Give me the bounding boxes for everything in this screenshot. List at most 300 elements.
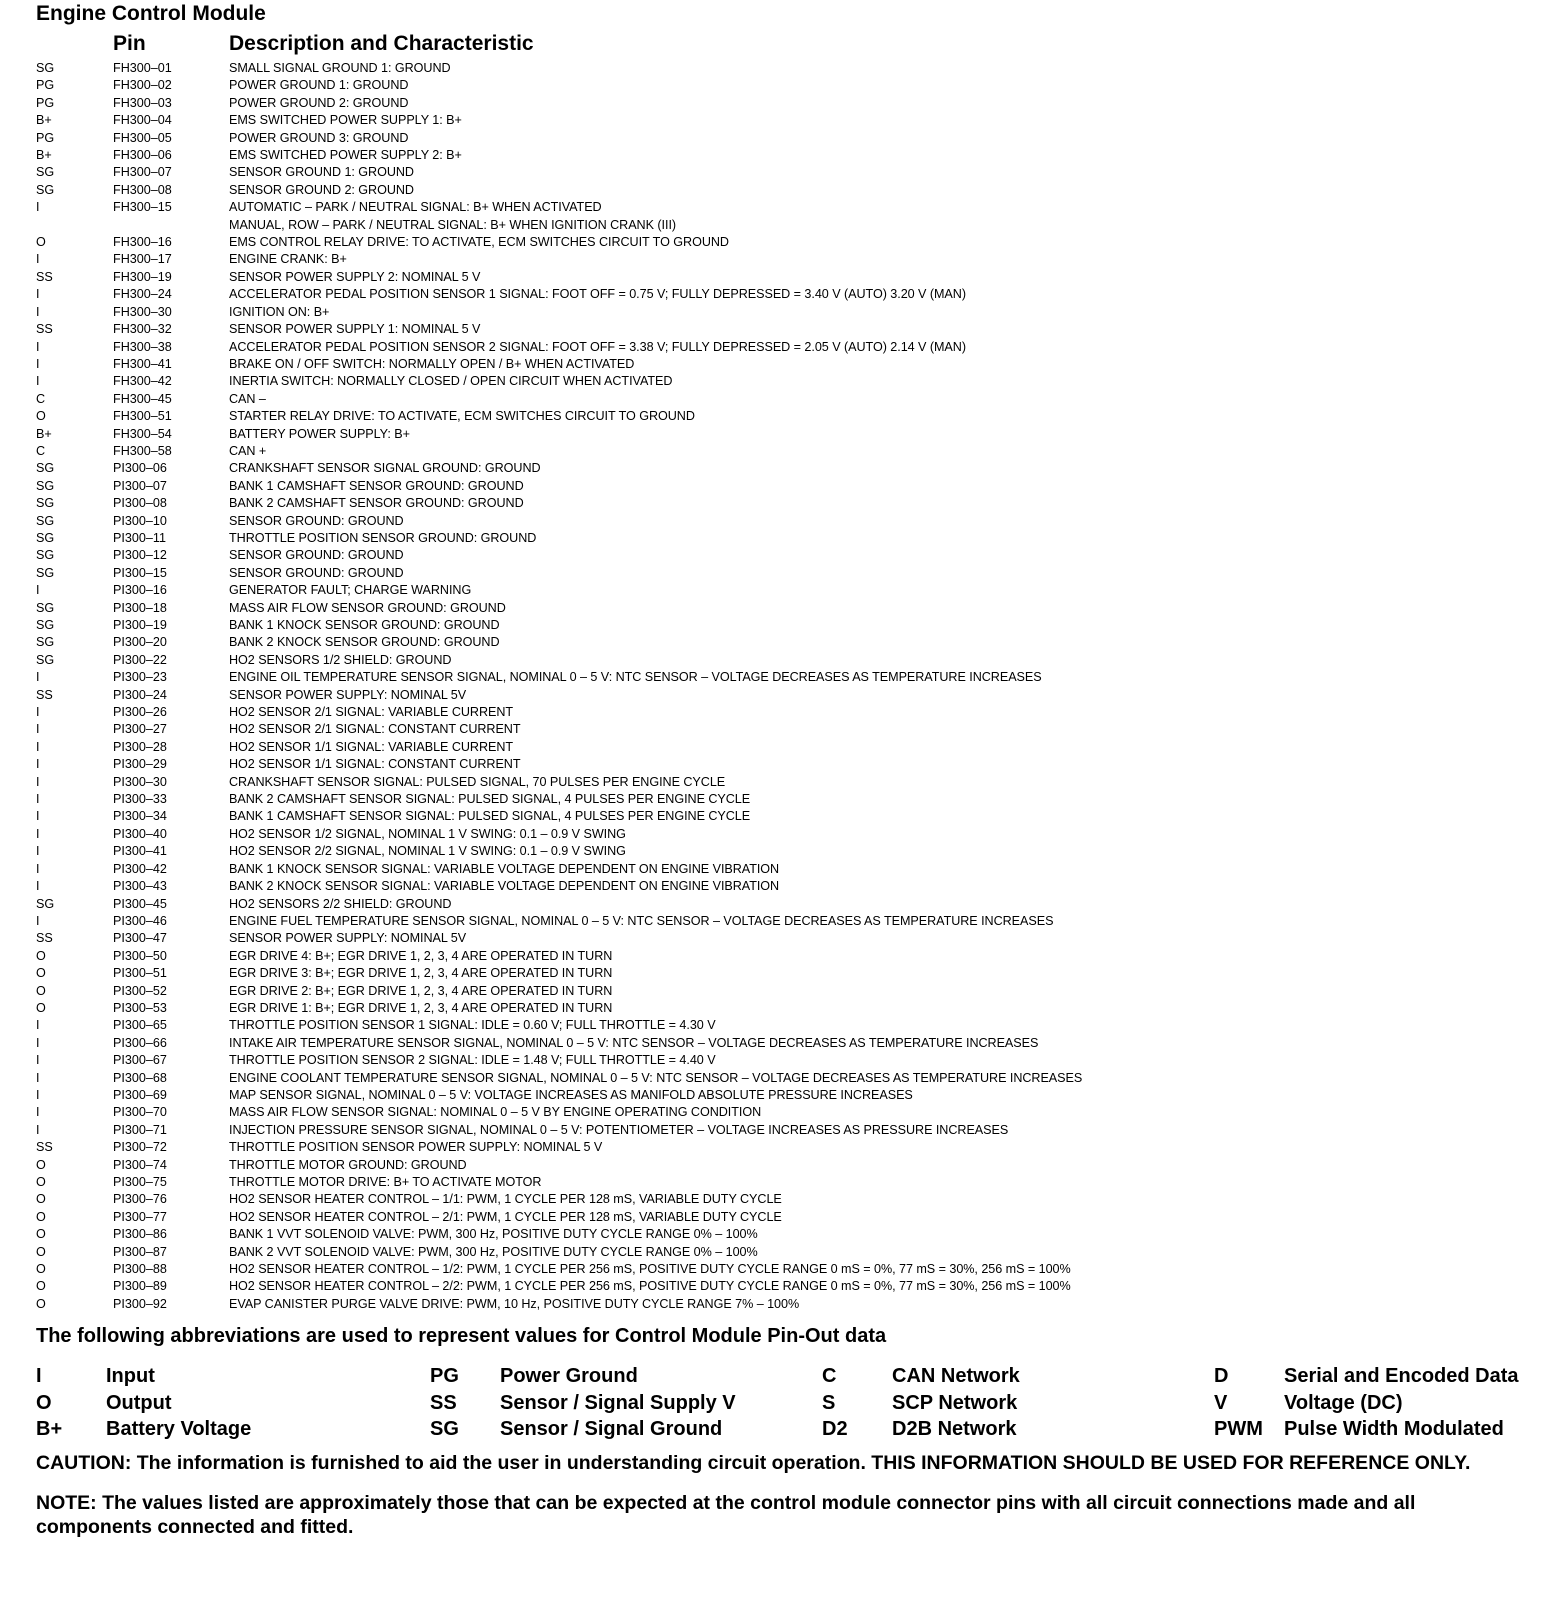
pin-cell: FH300–01: [113, 61, 172, 75]
signal-type-cell: SG: [36, 565, 55, 580]
description-cell: HO2 SENSOR 2/1 SIGNAL: CONSTANT CURRENT: [229, 722, 521, 737]
signal-type-cell: SG: [36, 165, 55, 180]
signal-type-cell: SS: [36, 322, 53, 337]
abbreviation-code: SS: [430, 1391, 457, 1414]
pin-cell: FH300–16: [113, 235, 172, 250]
signal-type-cell: SS: [36, 931, 53, 946]
pin-cell: FH300–08: [113, 182, 172, 197]
description-cell: EGR DRIVE 3: B+; EGR DRIVE 1, 2, 3, 4 ARE OPERATED IN TURN: [229, 966, 613, 981]
description-cell: SENSOR GROUND: GROUND: [229, 513, 404, 528]
description-cell: THROTTLE MOTOR DRIVE: B+ TO ACTIVATE MOTOR: [229, 1175, 542, 1189]
pin-cell: PI300–28: [113, 739, 167, 754]
pin-cell: PI300–10: [113, 513, 167, 528]
signal-type-cell: O: [36, 1157, 46, 1172]
pin-cell: FH300–41: [113, 356, 172, 371]
description-cell: EVAP CANISTER PURGE VALVE DRIVE: PWM, 10 Hz, POSITIVE DUTY CYCLE RANGE 7% – 100%: [229, 1296, 800, 1311]
table-row: [36, 617, 1548, 634]
abbreviation-code: V: [1214, 1391, 1228, 1414]
abbreviation-code: I: [36, 1365, 42, 1388]
pin-cell: PI300–33: [113, 792, 167, 807]
table-row: [36, 1139, 1548, 1156]
table-row: [36, 234, 1548, 251]
abbreviation-code: O: [36, 1391, 52, 1414]
table-row: [36, 843, 1548, 860]
pin-cell: PI300–42: [113, 861, 167, 876]
signal-type-cell: I: [36, 705, 40, 720]
table-row: [36, 983, 1548, 1000]
description-cell: POWER GROUND 3: GROUND: [229, 130, 409, 145]
description-cell: BRAKE ON / OFF SWITCH: NORMALLY OPEN / B+ WHEN ACTIVATED: [229, 356, 635, 371]
pin-cell: PI300–07: [113, 478, 167, 493]
description-cell: HO2 SENSORS 1/2 SHIELD: GROUND: [229, 652, 452, 667]
table-row: [36, 408, 1548, 425]
description-cell: EMS SWITCHED POWER SUPPLY 1: B+: [229, 113, 462, 128]
signal-type-cell: O: [36, 983, 46, 998]
pin-cell: FH300–45: [113, 391, 172, 406]
table-row: [36, 95, 1548, 112]
signal-type-cell: O: [36, 1000, 46, 1015]
table-row: [36, 896, 1548, 913]
signal-type-cell: O: [36, 409, 46, 424]
signal-type-cell: I: [36, 287, 40, 302]
signal-type-cell: PG: [36, 78, 55, 93]
pin-cell: PI300–88: [113, 1262, 167, 1277]
pin-cell: PI300–66: [113, 1035, 167, 1050]
abbreviation-meaning: Sensor / Signal Supply V: [500, 1391, 736, 1414]
description-cell: POWER GROUND 1: GROUND: [229, 78, 409, 93]
table-row: [36, 1017, 1548, 1034]
description-cell: MASS AIR FLOW SENSOR SIGNAL: NOMINAL 0 – 5 V BY ENGINE OPERATING CONDITION: [229, 1105, 762, 1120]
table-row: [36, 721, 1548, 738]
description-cell: SENSOR GROUND 2: GROUND: [229, 182, 414, 197]
pin-cell: PI300–75: [113, 1175, 167, 1189]
table-row: [36, 1209, 1548, 1226]
signal-type-cell: B+: [36, 148, 52, 163]
signal-type-cell: I: [36, 1070, 40, 1085]
table-row: [36, 565, 1548, 582]
pin-cell: PI300–92: [113, 1296, 167, 1311]
description-cell: HO2 SENSOR 2/1 SIGNAL: VARIABLE CURRENT: [229, 705, 514, 720]
table-row: [36, 634, 1548, 651]
description-cell: SMALL SIGNAL GROUND 1: GROUND: [229, 61, 451, 75]
table-row: [36, 930, 1548, 947]
abbreviation-code: D2: [822, 1418, 848, 1441]
pin-cell: PI300–20: [113, 635, 167, 650]
table-row: [36, 286, 1548, 303]
signal-type-cell: PG: [36, 95, 55, 110]
pin-cell: FH300–32: [113, 322, 172, 337]
abbreviation-code: S: [822, 1391, 836, 1414]
signal-type-cell: C: [36, 391, 46, 406]
description-cell: BANK 2 VVT SOLENOID VALVE: PWM, 300 Hz, POSITIVE DUTY CYCLE RANGE 0% – 100%: [229, 1244, 758, 1259]
description-cell: BANK 1 CAMSHAFT SENSOR GROUND: GROUND: [229, 478, 524, 493]
table-row: [36, 130, 1548, 147]
pin-cell: PI300–52: [113, 983, 167, 998]
table-row: [36, 1070, 1548, 1087]
table-row: [36, 1174, 1548, 1191]
signal-type-cell: SG: [36, 61, 55, 75]
table-row: [36, 182, 1548, 199]
pin-cell: PI300–18: [113, 600, 167, 615]
table-row: [36, 112, 1548, 129]
table-row: [36, 1296, 1548, 1313]
abbreviation-meaning: D2B Network: [892, 1418, 1017, 1441]
document: [36, 2, 1548, 1539]
signal-type-cell: SG: [36, 496, 55, 511]
table-row: [36, 443, 1548, 460]
signal-type-cell: PG: [36, 130, 55, 145]
abbreviation-code: C: [822, 1365, 837, 1388]
pin-cell: [113, 217, 229, 234]
description-cell: ACCELERATOR PEDAL POSITION SENSOR 2 SIGNAL: FOOT OFF = 3.38 V; FULLY DEPRESSED = 2.05 V (AUTO) 2.14 V (MAN): [229, 339, 966, 354]
signal-type-cell: I: [36, 1105, 40, 1120]
table-row: [36, 1261, 1548, 1278]
description-cell: BANK 1 KNOCK SENSOR GROUND: GROUND: [229, 618, 500, 632]
signal-type-cell: I: [36, 774, 40, 789]
signal-type-cell: SG: [36, 530, 55, 545]
signal-type-cell: I: [36, 339, 40, 354]
pin-cell: FH300–30: [113, 304, 172, 319]
signal-type-cell: O: [36, 1262, 46, 1277]
description-cell: POWER GROUND 2: GROUND: [229, 95, 409, 110]
pin-column-header: Pin: [113, 32, 146, 55]
description-cell: THROTTLE POSITION SENSOR POWER SUPPLY: NOMINAL 5 V: [229, 1140, 603, 1155]
signal-type-cell: B+: [36, 113, 52, 128]
pin-cell: PI300–23: [113, 670, 167, 685]
table-row: [36, 460, 1548, 477]
description-cell: HO2 SENSOR HEATER CONTROL – 1/2: PWM, 1 CYCLE PER 256 mS, POSITIVE DUTY CYCLE RANGE 0 mS = 0%, 77 mS = 30%, 256 mS = 100%: [229, 1262, 1071, 1277]
type-column-header: [36, 30, 113, 56]
description-cell: CRANKSHAFT SENSOR SIGNAL GROUND: GROUND: [229, 461, 541, 476]
signal-type-cell: I: [36, 1087, 40, 1102]
description-cell: INTAKE AIR TEMPERATURE SENSOR SIGNAL, NOMINAL 0 – 5 V: NTC SENSOR – VOLTAGE DECREASES AS TEMPERATURE INCREASES: [229, 1035, 1039, 1050]
description-cell: HO2 SENSOR 1/1 SIGNAL: CONSTANT CURRENT: [229, 757, 521, 772]
table-row: [36, 913, 1548, 930]
pin-cell: FH300–24: [113, 287, 172, 302]
table-row: [36, 774, 1548, 791]
signal-type-cell: I: [36, 252, 40, 267]
signal-type-cell: C: [36, 443, 46, 458]
signal-type-cell: B+: [36, 426, 52, 441]
pin-cell: PI300–69: [113, 1087, 167, 1102]
pin-cell: FH300–42: [113, 374, 172, 389]
pin-cell: PI300–15: [113, 565, 167, 580]
description-cell: EMS CONTROL RELAY DRIVE: TO ACTIVATE, ECM SWITCHES CIRCUIT TO GROUND: [229, 235, 729, 250]
pin-cell: PI300–27: [113, 722, 167, 737]
pin-cell: FH300–04: [113, 113, 172, 128]
description-column-header: Description and Characteristic: [229, 32, 534, 55]
description-cell: BANK 1 VVT SOLENOID VALVE: PWM, 300 Hz, POSITIVE DUTY CYCLE RANGE 0% – 100%: [229, 1227, 758, 1242]
page-title: Engine Control Module: [36, 2, 266, 25]
signal-type-cell: I: [36, 879, 40, 894]
description-cell: MASS AIR FLOW SENSOR GROUND: GROUND: [229, 600, 506, 615]
signal-type-cell: SG: [36, 513, 55, 528]
pin-cell: FH300–02: [113, 78, 172, 93]
description-cell: ACCELERATOR PEDAL POSITION SENSOR 1 SIGNAL: FOOT OFF = 0.75 V; FULLY DEPRESSED = 3.40 V (AUTO) 3.20 V (MAN): [229, 287, 966, 302]
description-cell: STARTER RELAY DRIVE: TO ACTIVATE, ECM SWITCHES CIRCUIT TO GROUND: [229, 409, 695, 424]
signal-type-cell: SS: [36, 1140, 53, 1155]
table-row: [36, 948, 1548, 965]
table-row: [36, 1157, 1548, 1174]
description-cell: HO2 SENSOR 1/1 SIGNAL: VARIABLE CURRENT: [229, 739, 514, 754]
table-row: [36, 77, 1548, 94]
abbreviation-meaning: Battery Voltage: [106, 1418, 252, 1441]
description-cell: GENERATOR FAULT; CHARGE WARNING: [229, 583, 472, 598]
pin-cell: FH300–06: [113, 148, 172, 163]
description-cell: BANK 2 KNOCK SENSOR SIGNAL: VARIABLE VOLTAGE DEPENDENT ON ENGINE VIBRATION: [229, 879, 780, 894]
table-row: [36, 756, 1548, 773]
signal-type-cell: SG: [36, 461, 55, 476]
signal-type-cell: SG: [36, 618, 55, 632]
table-row: [36, 513, 1548, 530]
description-cell: INERTIA SWITCH: NORMALLY CLOSED / OPEN CIRCUIT WHEN ACTIVATED: [229, 374, 673, 389]
abbreviation-code: SG: [430, 1418, 459, 1441]
signal-type-cell: SG: [36, 600, 55, 615]
table-row: [36, 687, 1548, 704]
pin-cell: PI300–29: [113, 757, 167, 772]
signal-type-cell: SG: [36, 652, 55, 667]
description-cell: CAN +: [229, 443, 267, 458]
pin-cell: PI300–08: [113, 496, 167, 511]
pin-cell: PI300–76: [113, 1192, 167, 1207]
table-row: [36, 1191, 1548, 1208]
table-row: [36, 373, 1548, 390]
description-cell: SENSOR POWER SUPPLY: NOMINAL 5V: [229, 687, 467, 702]
pin-cell: PI300–06: [113, 461, 167, 476]
description-cell: BANK 2 CAMSHAFT SENSOR SIGNAL: PULSED SIGNAL, 4 PULSES PER ENGINE CYCLE: [229, 792, 751, 807]
description-cell: SENSOR GROUND 1: GROUND: [229, 165, 414, 180]
description-cell: EGR DRIVE 4: B+; EGR DRIVE 1, 2, 3, 4 ARE OPERATED IN TURN: [229, 948, 613, 963]
pin-cell: FH300–58: [113, 443, 172, 458]
pin-cell: PI300–67: [113, 1053, 167, 1068]
abbreviation-meaning: Input: [106, 1365, 155, 1388]
signal-type-cell: I: [36, 913, 40, 928]
signal-type-cell: I: [36, 356, 40, 371]
description-cell: SENSOR POWER SUPPLY 1: NOMINAL 5 V: [229, 322, 481, 337]
description-cell: BATTERY POWER SUPPLY: B+: [229, 426, 410, 441]
signal-type-cell: I: [36, 861, 40, 876]
pin-cell: PI300–70: [113, 1105, 167, 1120]
pin-cell: FH300–03: [113, 95, 172, 110]
description-cell: BANK 2 KNOCK SENSOR GROUND: GROUND: [229, 635, 500, 650]
table-row: [36, 739, 1548, 756]
description-cell: HO2 SENSOR 2/2 SIGNAL, NOMINAL 1 V SWING: 0.1 – 0.9 V SWING: [229, 844, 626, 859]
pin-cell: PI300–87: [113, 1244, 167, 1259]
description-cell: BANK 1 KNOCK SENSOR SIGNAL: VARIABLE VOLTAGE DEPENDENT ON ENGINE VIBRATION: [229, 861, 780, 876]
signal-type-cell: I: [36, 670, 40, 685]
table-row: [36, 339, 1548, 356]
description-cell: EGR DRIVE 2: B+; EGR DRIVE 1, 2, 3, 4 ARE OPERATED IN TURN: [229, 983, 613, 998]
description-cell: MANUAL, ROW – PARK / NEUTRAL SIGNAL: B+ WHEN IGNITION CRANK (III): [229, 217, 677, 232]
pin-cell: PI300–45: [113, 896, 167, 911]
table-row: [36, 199, 1548, 216]
pin-cell: PI300–30: [113, 774, 167, 789]
description-cell: HO2 SENSORS 2/2 SHIELD: GROUND: [229, 896, 452, 911]
pin-cell: PI300–86: [113, 1227, 167, 1242]
signal-type-cell: [36, 217, 113, 234]
table-row: [36, 356, 1548, 373]
table-row: [36, 1087, 1548, 1104]
signal-type-cell: I: [36, 792, 40, 807]
description-cell: HO2 SENSOR HEATER CONTROL – 2/2: PWM, 1 CYCLE PER 256 mS, POSITIVE DUTY CYCLE RANGE 0 mS = 0%, 77 mS = 30%, 256 mS = 100%: [229, 1279, 1071, 1294]
abbreviation-meaning: Sensor / Signal Ground: [500, 1418, 723, 1441]
pin-cell: PI300–68: [113, 1070, 167, 1085]
signal-type-cell: O: [36, 1279, 46, 1294]
signal-type-cell: I: [36, 374, 40, 389]
table-row: [36, 704, 1548, 721]
signal-type-cell: O: [36, 1175, 46, 1189]
abbreviation-meaning: Power Ground: [500, 1365, 638, 1388]
table-row: [36, 321, 1548, 338]
table-row: [36, 1278, 1548, 1295]
description-cell: BANK 1 CAMSHAFT SENSOR SIGNAL: PULSED SIGNAL, 4 PULSES PER ENGINE CYCLE: [229, 809, 751, 824]
table-row: [36, 478, 1548, 495]
abbreviation-code: PG: [430, 1365, 459, 1388]
caution-note: CAUTION: The information is furnished to aid the user in understanding circuit operation. THIS INFORMATION SHOULD BE USED FOR REFERENCE ONLY.: [36, 1451, 1471, 1474]
abbreviation-code: PWM: [1214, 1418, 1263, 1441]
pin-cell: PI300–46: [113, 913, 167, 928]
signal-type-cell: I: [36, 826, 40, 841]
table-row: [36, 1122, 1548, 1139]
table-row: [36, 164, 1548, 181]
pin-cell: PI300–74: [113, 1157, 167, 1172]
description-cell: THROTTLE POSITION SENSOR GROUND: GROUND: [229, 530, 537, 545]
pin-cell: PI300–16: [113, 583, 167, 598]
signal-type-cell: O: [36, 235, 46, 250]
table-row: [36, 1104, 1548, 1121]
description-cell: ENGINE COOLANT TEMPERATURE SENSOR SIGNAL, NOMINAL 0 – 5 V: NTC SENSOR – VOLTAGE DECREASES AS TEMPERATURE INCREASES: [229, 1070, 1083, 1085]
pin-cell: PI300–50: [113, 948, 167, 963]
abbreviation-meaning: Serial and Encoded Data: [1284, 1365, 1519, 1388]
signal-type-cell: I: [36, 304, 40, 319]
description-cell: IGNITION ON: B+: [229, 304, 330, 319]
abbreviations-title: The following abbreviations are used to represent values for Control Module Pin-Out data: [36, 1325, 887, 1348]
pin-cell: PI300–51: [113, 966, 167, 981]
table-row: [36, 652, 1548, 669]
pin-cell: PI300–65: [113, 1018, 167, 1033]
table-row: [36, 878, 1548, 895]
signal-type-cell: O: [36, 966, 46, 981]
description-cell: SENSOR POWER SUPPLY: NOMINAL 5V: [229, 931, 467, 946]
signal-type-cell: I: [36, 739, 40, 754]
abbreviation-meaning: Voltage (DC): [1284, 1391, 1403, 1414]
description-cell: EMS SWITCHED POWER SUPPLY 2: B+: [229, 148, 462, 163]
abbreviations-legend: [36, 1363, 1548, 1443]
pin-cell: PI300–71: [113, 1122, 167, 1137]
signal-type-cell: I: [36, 583, 40, 598]
table-row: [36, 861, 1548, 878]
signal-type-cell: I: [36, 1053, 40, 1068]
table-row: [36, 1000, 1548, 1017]
description-cell: INJECTION PRESSURE SENSOR SIGNAL, NOMINAL 0 – 5 V: POTENTIOMETER – VOLTAGE INCREASES AS PRESSURE INCREASES: [229, 1122, 1009, 1137]
table-row: [36, 600, 1548, 617]
signal-type-cell: I: [36, 722, 40, 737]
table-row: [36, 530, 1548, 547]
signal-type-cell: I: [36, 844, 40, 859]
table-row: [36, 269, 1548, 286]
pin-table: [36, 60, 1548, 1313]
signal-type-cell: SS: [36, 687, 53, 702]
description-cell: EGR DRIVE 1: B+; EGR DRIVE 1, 2, 3, 4 ARE OPERATED IN TURN: [229, 1000, 613, 1015]
pin-cell: PI300–40: [113, 826, 167, 841]
signal-type-cell: O: [36, 1227, 46, 1242]
pin-cell: PI300–11: [113, 530, 166, 545]
table-row: [36, 826, 1548, 843]
signal-type-cell: I: [36, 809, 40, 824]
pin-cell: FH300–51: [113, 409, 172, 424]
signal-type-cell: SS: [36, 269, 53, 284]
signal-type-cell: I: [36, 1035, 40, 1050]
table-row: [36, 669, 1548, 686]
pin-cell: PI300–89: [113, 1279, 167, 1294]
description-cell: BANK 2 CAMSHAFT SENSOR GROUND: GROUND: [229, 496, 524, 511]
table-row: [36, 251, 1548, 268]
table-row: [36, 1035, 1548, 1052]
description-cell: CAN –: [229, 391, 266, 406]
table-row: [36, 965, 1548, 982]
signal-type-cell: I: [36, 1122, 40, 1137]
signal-type-cell: O: [36, 1244, 46, 1259]
abbreviation-code: B+: [36, 1418, 63, 1441]
description-cell: THROTTLE POSITION SENSOR 2 SIGNAL: IDLE = 1.48 V; FULL THROTTLE = 4.40 V: [229, 1053, 716, 1068]
table-row: [36, 1052, 1548, 1069]
description-cell: SENSOR GROUND: GROUND: [229, 565, 404, 580]
signal-type-cell: I: [36, 757, 40, 772]
pin-cell: PI300–53: [113, 1000, 167, 1015]
pin-cell: FH300–19: [113, 269, 172, 284]
abbreviation-code: D: [1214, 1365, 1229, 1388]
abbreviation-meaning: SCP Network: [892, 1391, 1018, 1414]
signal-type-cell: SG: [36, 478, 55, 493]
pin-cell: PI300–47: [113, 931, 167, 946]
pin-cell: PI300–12: [113, 548, 167, 563]
table-row: [36, 1244, 1548, 1261]
pin-cell: PI300–72: [113, 1140, 167, 1155]
signal-type-cell: I: [36, 200, 40, 215]
pin-cell: PI300–34: [113, 809, 167, 824]
table-row: [36, 147, 1548, 164]
pin-cell: FH300–38: [113, 339, 172, 354]
signal-type-cell: SG: [36, 635, 55, 650]
signal-type-cell: SG: [36, 182, 55, 197]
pin-cell: PI300–77: [113, 1209, 167, 1224]
signal-type-cell: SG: [36, 548, 55, 563]
pin-cell: FH300–54: [113, 426, 172, 441]
description-cell: ENGINE OIL TEMPERATURE SENSOR SIGNAL, NOMINAL 0 – 5 V: NTC SENSOR – VOLTAGE DECREASES AS TEMPERATURE INCREASES: [229, 670, 1042, 685]
pin-cell: PI300–19: [113, 618, 167, 632]
signal-type-cell: O: [36, 1192, 46, 1207]
description-cell: CRANKSHAFT SENSOR SIGNAL: PULSED SIGNAL, 70 PULSES PER ENGINE CYCLE: [229, 774, 726, 789]
signal-type-cell: O: [36, 1296, 46, 1311]
signal-type-cell: O: [36, 948, 46, 963]
table-row: [36, 791, 1548, 808]
table-row: [36, 217, 1548, 234]
description-cell: THROTTLE POSITION SENSOR 1 SIGNAL: IDLE = 0.60 V; FULL THROTTLE = 4.30 V: [229, 1018, 716, 1033]
description-cell: THROTTLE MOTOR GROUND: GROUND: [229, 1157, 467, 1172]
pin-cell: FH300–15: [113, 200, 172, 215]
table-header: [36, 30, 1548, 56]
info-note: NOTE: The values listed are approximately those that can be expected at the control module connector pins with all circuit connections made and all components connected and fitted.: [36, 1491, 1416, 1538]
description-cell: AUTOMATIC – PARK / NEUTRAL SIGNAL: B+ WHEN ACTIVATED: [229, 200, 602, 215]
table-row: [36, 1226, 1548, 1243]
table-row: [36, 495, 1548, 512]
table-row: [36, 808, 1548, 825]
pin-cell: PI300–22: [113, 652, 167, 667]
table-row: [36, 60, 1548, 77]
pin-cell: FH300–05: [113, 130, 172, 145]
description-cell: HO2 SENSOR 1/2 SIGNAL, NOMINAL 1 V SWING: 0.1 – 0.9 V SWING: [229, 826, 626, 841]
table-row: [36, 582, 1548, 599]
